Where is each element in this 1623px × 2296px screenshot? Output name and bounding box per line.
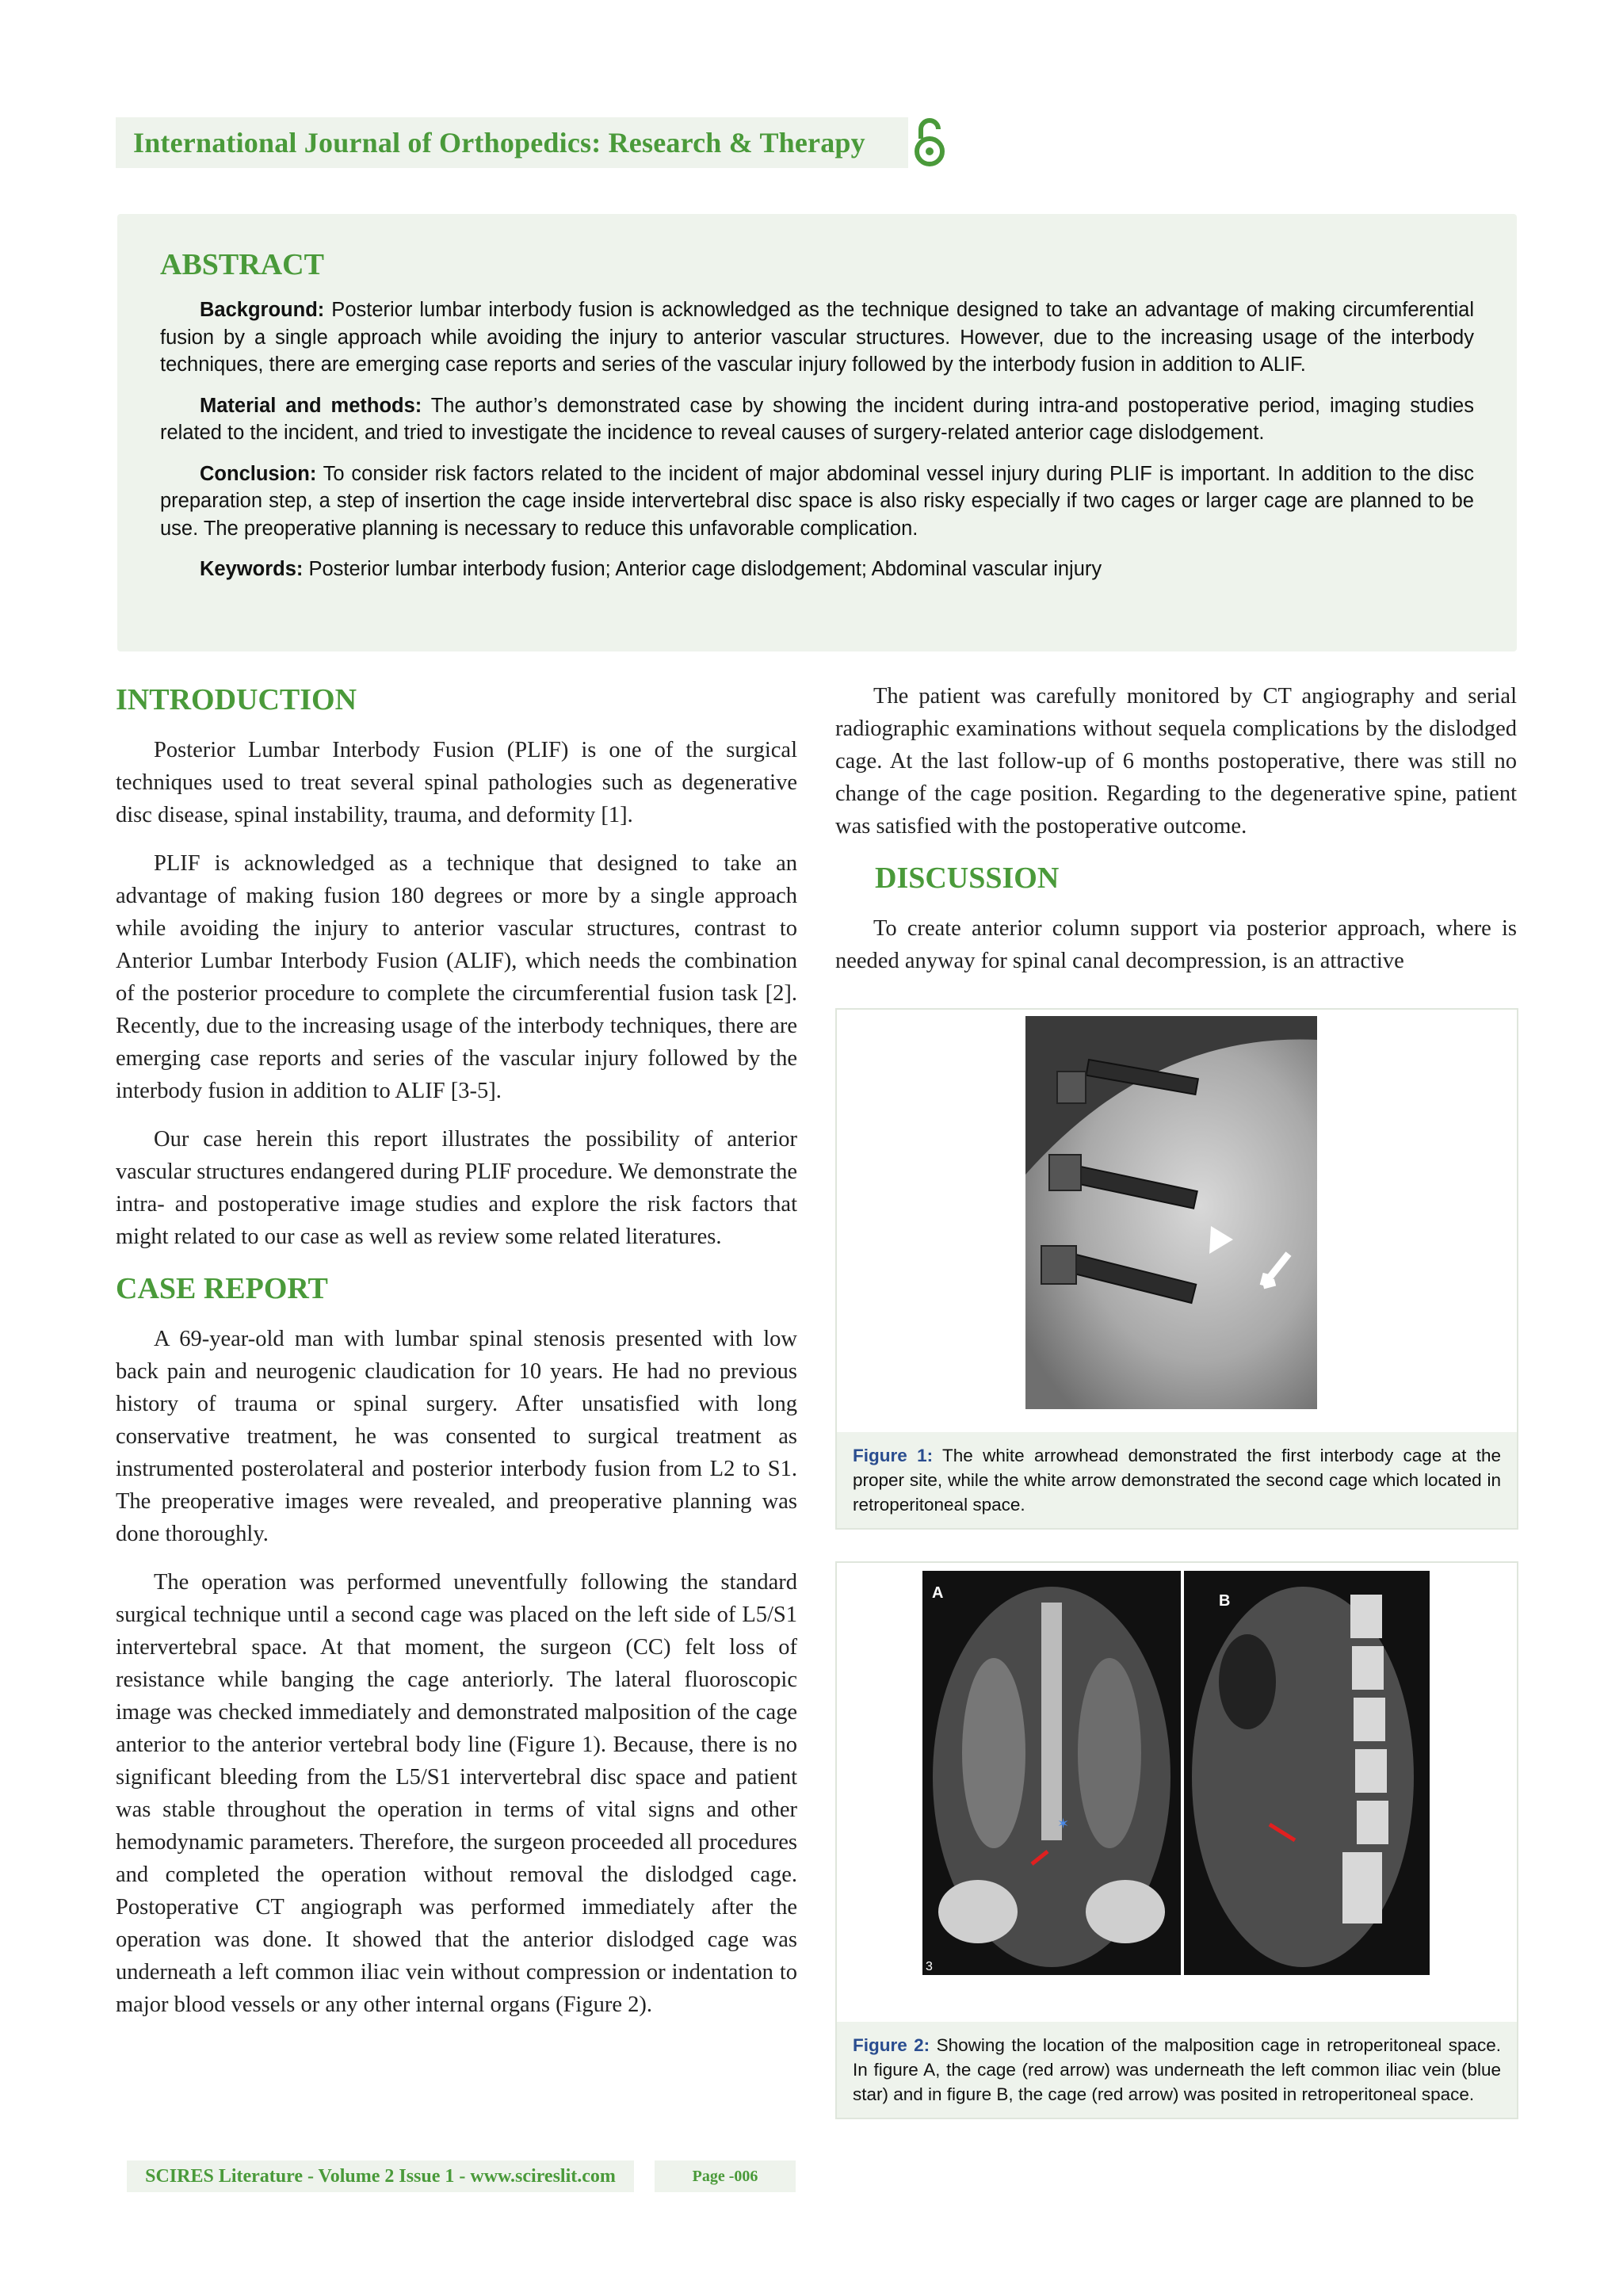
open-access-icon [911,115,948,170]
discussion-paragraph: To create anterior column support via posterior approach, where is needed anyway for spinal canal decompression, is an attractive [835,916,1517,973]
figure-1 [835,1008,1518,1530]
abstract-methods [160,392,1474,447]
abstract-conclusion [160,460,1474,543]
introduction-heading: INTRODUCTION [116,683,357,716]
followup-paragraph: The patient was carefully monitored by CT angiography and serial radiographic examinations without sequela complications by the dislodged cage. At the last follow-up of 6 months postoperative, there was still no change of the cage position. Regarding to the degenerative spine, patient was satisfied with the postoperative outcome. [835,684,1517,839]
case-paragraph: The operation was performed uneventfully following the standard surgical technique until a second cage was placed on the left side of L5/S1 intervertebral space. At that moment, the surgeon (CC) felt loss of resistance while banging the cage anteriorly. The lateral fluoroscopic image was checked immediately and demonstrated malposition of the cage anterior to the anterior vertebral body line (Figure 1). Because, there is no significant bleeding from the L5/S1 intervertebral disc space and patient was stable throughout the operation in terms of vital signs and other hemodynamic parameters. Therefore, the surgeon proceeded all procedures and completed the operation without removal the dislodged cage. Postoperative CT angiograph was performed immediately after the operation was done. It showed that the anterior dislodged cage was underneath a left common iliac vein without compression or indentation to major blood vessels or any other internal organs (Figure 2). [116,1570,797,2017]
keywords-label: Keywords: [200,558,304,580]
ct-coronal-image [922,1571,1181,1975]
journal-title: International Journal of Orthopedics: Research & Therapy [133,127,865,159]
panel-b-label: B [1219,1592,1231,1610]
abstract-body [160,296,1474,597]
corner-mark: 3 [926,1960,933,1973]
footer-citation-text: SCIRES Literature - Volume 2 Issue 1 - www.scireslit.com [145,2165,616,2187]
ct-sagittal-image [1184,1571,1430,1975]
page-number [655,2160,796,2192]
figure-2-caption [837,2022,1517,2118]
figure-2-label: Figure 2: [853,2035,930,2055]
journal-header [116,117,908,168]
methods-text: The author’s demonstrated case by showing the incident during intra-and postoperative period, imaging studies related to the incident, and tried to investigate the incidence to reveal causes of surgery-related anterior cage dislodgement. [160,394,1474,444]
intro-paragraph: PLIF is acknowledged as a technique that designed to take an advantage of making fusion 180 degrees or more by a single approach while avoiding the injury to anterior vascular structures, contrast to Anterior Lumbar Interbody Fusion (ALIF), which needs the combination of the posterior procedure to complete the circumferential fusion task [2]. Recently, due to the increasing usage of the interbody techniques, there are emerging case reports and series of the vascular injury followed by the interbody fusion in addition to ALIF [3-5]. [116,851,797,1103]
abstract-keywords [160,556,1474,583]
footer-citation [127,2160,634,2192]
page-number-text: Page -006 [692,2167,758,2185]
right-column [835,680,1517,993]
panel-a-label: A [932,1584,944,1602]
methods-label: Material and methods: [200,394,422,417]
background-text: Posterior lumbar interbody fusion is acknowledged as the technique designed to take an advantage of making circumferential fusion by a single approach while avoiding the injury to anterior vascular structures. However, due to the increasing usage of the interbody techniques, there are emerging case reports and series of the vascular injury followed by the interbody fusion in addition to ALIF. [160,299,1474,376]
discussion-heading: DISCUSSION [875,861,1060,895]
fluoroscopy-image [1025,1016,1317,1409]
figure-2-caption-text: Showing the location of the malposition cage in retroperitoneal space. In figure A, the cage (red arrow) was underneath the left common iliac vein (blue star) and in figure B, the cage (red arrow) was posited in retroperitoneal space. [853,2035,1502,2104]
abstract-background [160,296,1474,379]
intro-paragraph: Our case herein this report illustrates the possibility of anterior vascular structures endangered during PLIF procedure. We demonstrate the intra- and postoperative image studies and explore the risk factors that might related to our case as well as review some related literatures. [116,1127,797,1249]
left-column [116,680,797,2037]
figure-1-caption-text: The white arrowhead demonstrated the first interbody cage at the proper site, while the white arrow demonstrated the second cage which located in retroperitoneal space. [853,1446,1502,1515]
intro-paragraph: Posterior Lumbar Interbody Fusion (PLIF) is one of the surgical techniques used to treat several spinal pathologies such as degenerative disc disease, spinal instability, trauma, and deformity [1]. [116,738,797,827]
figure-1-label: Figure 1: [853,1446,934,1465]
conclusion-label: Conclusion: [200,462,317,485]
case-report-heading: CASE REPORT [116,1272,328,1305]
abstract-box [117,214,1517,651]
figure-2 [835,1561,1518,2119]
abstract-heading: ABSTRACT [160,248,324,281]
keywords-text: Posterior lumbar interbody fusion; Anterior cage dislodgement; Abdominal vascular injury [303,558,1102,580]
conclusion-text: To consider risk factors related to the incident of major abdominal vessel injury during PLIF is important. In addition to the disc preparation step, a step of insertion the cage inside intervertebral disc space is also risky especially if two cages or larger cage are planned to be use. The preoperative planning is necessary to reduce this unfavorable complication. [160,462,1474,540]
case-paragraph: A 69-year-old man with lumbar spinal stenosis presented with low back pain and neurogenic claudication for 10 years. He had no previous history of trauma or spinal surgery. After unsatisfied with long conservative treatment, he was consented to surgical treatment as instrumented posterolateral and posterior interbody fusion from L2 to S1. The preoperative images were revealed, and preoperative planning was done thoroughly. [116,1327,797,1546]
svg-text:✶: ✶ [1057,1816,1070,1832]
figure-1-caption [837,1432,1517,1528]
background-label: Background: [200,299,325,321]
